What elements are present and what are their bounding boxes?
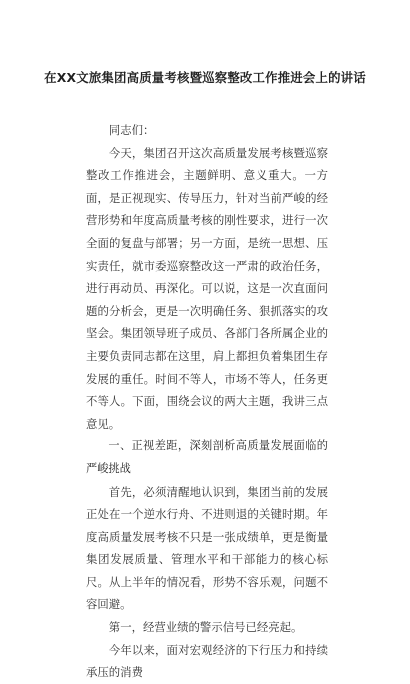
document-title: 在XX文旅集团高质量考核暨巡察整改工作推进会上的讲话 (44, 70, 366, 85)
body-paragraph: 首先，必须清醒地认识到，集团当前的发展正处在一个逆水行舟、不进则退的关键时期。年度高质量发展考核不只是一张成绩单，更是衡量集团发展质量、管理水平和干部能力的核心标尺。从上半年的情况看，形势不容乐观，问题不容回避。 (86, 484, 328, 612)
sub-heading: 第一，经营业绩的警示信号已经亮起。 (108, 620, 303, 635)
body-paragraph: 今天，集团召开这次高质量发展考核暨巡察整改工作推进会，主题鲜明、意义重大。一方面，是正视现实、传导压力，针对当前严峻的经营形势和年度高质量考核的刚性要求，进行一次全面的复盘与部署；另一方面，是统一思想、压实责任，就市委巡察整改这一严肃的政治任务，进行再动员、再深化。可以说，这是一次直面问题的分析会，更是一次明确任务、狠抓落实的攻坚会。集团领导班子成员、各部门各所属企业的主要负责同志都在这里，肩上都担负着集团生存发展的重任。时间不等人，市场不等人，任务更不等人。下面，围绕会议的两大主题，我讲三点意见。 (86, 145, 328, 431)
document-body (86, 119, 328, 684)
section-heading: 一、正视差距，深刻剖析高质量发展面临的严峻挑战 (86, 439, 328, 475)
salutation: 同志们： (108, 123, 155, 137)
body-paragraph: 今年以来，面对宏观经济的下行压力和持续承压的消费 (86, 642, 328, 680)
